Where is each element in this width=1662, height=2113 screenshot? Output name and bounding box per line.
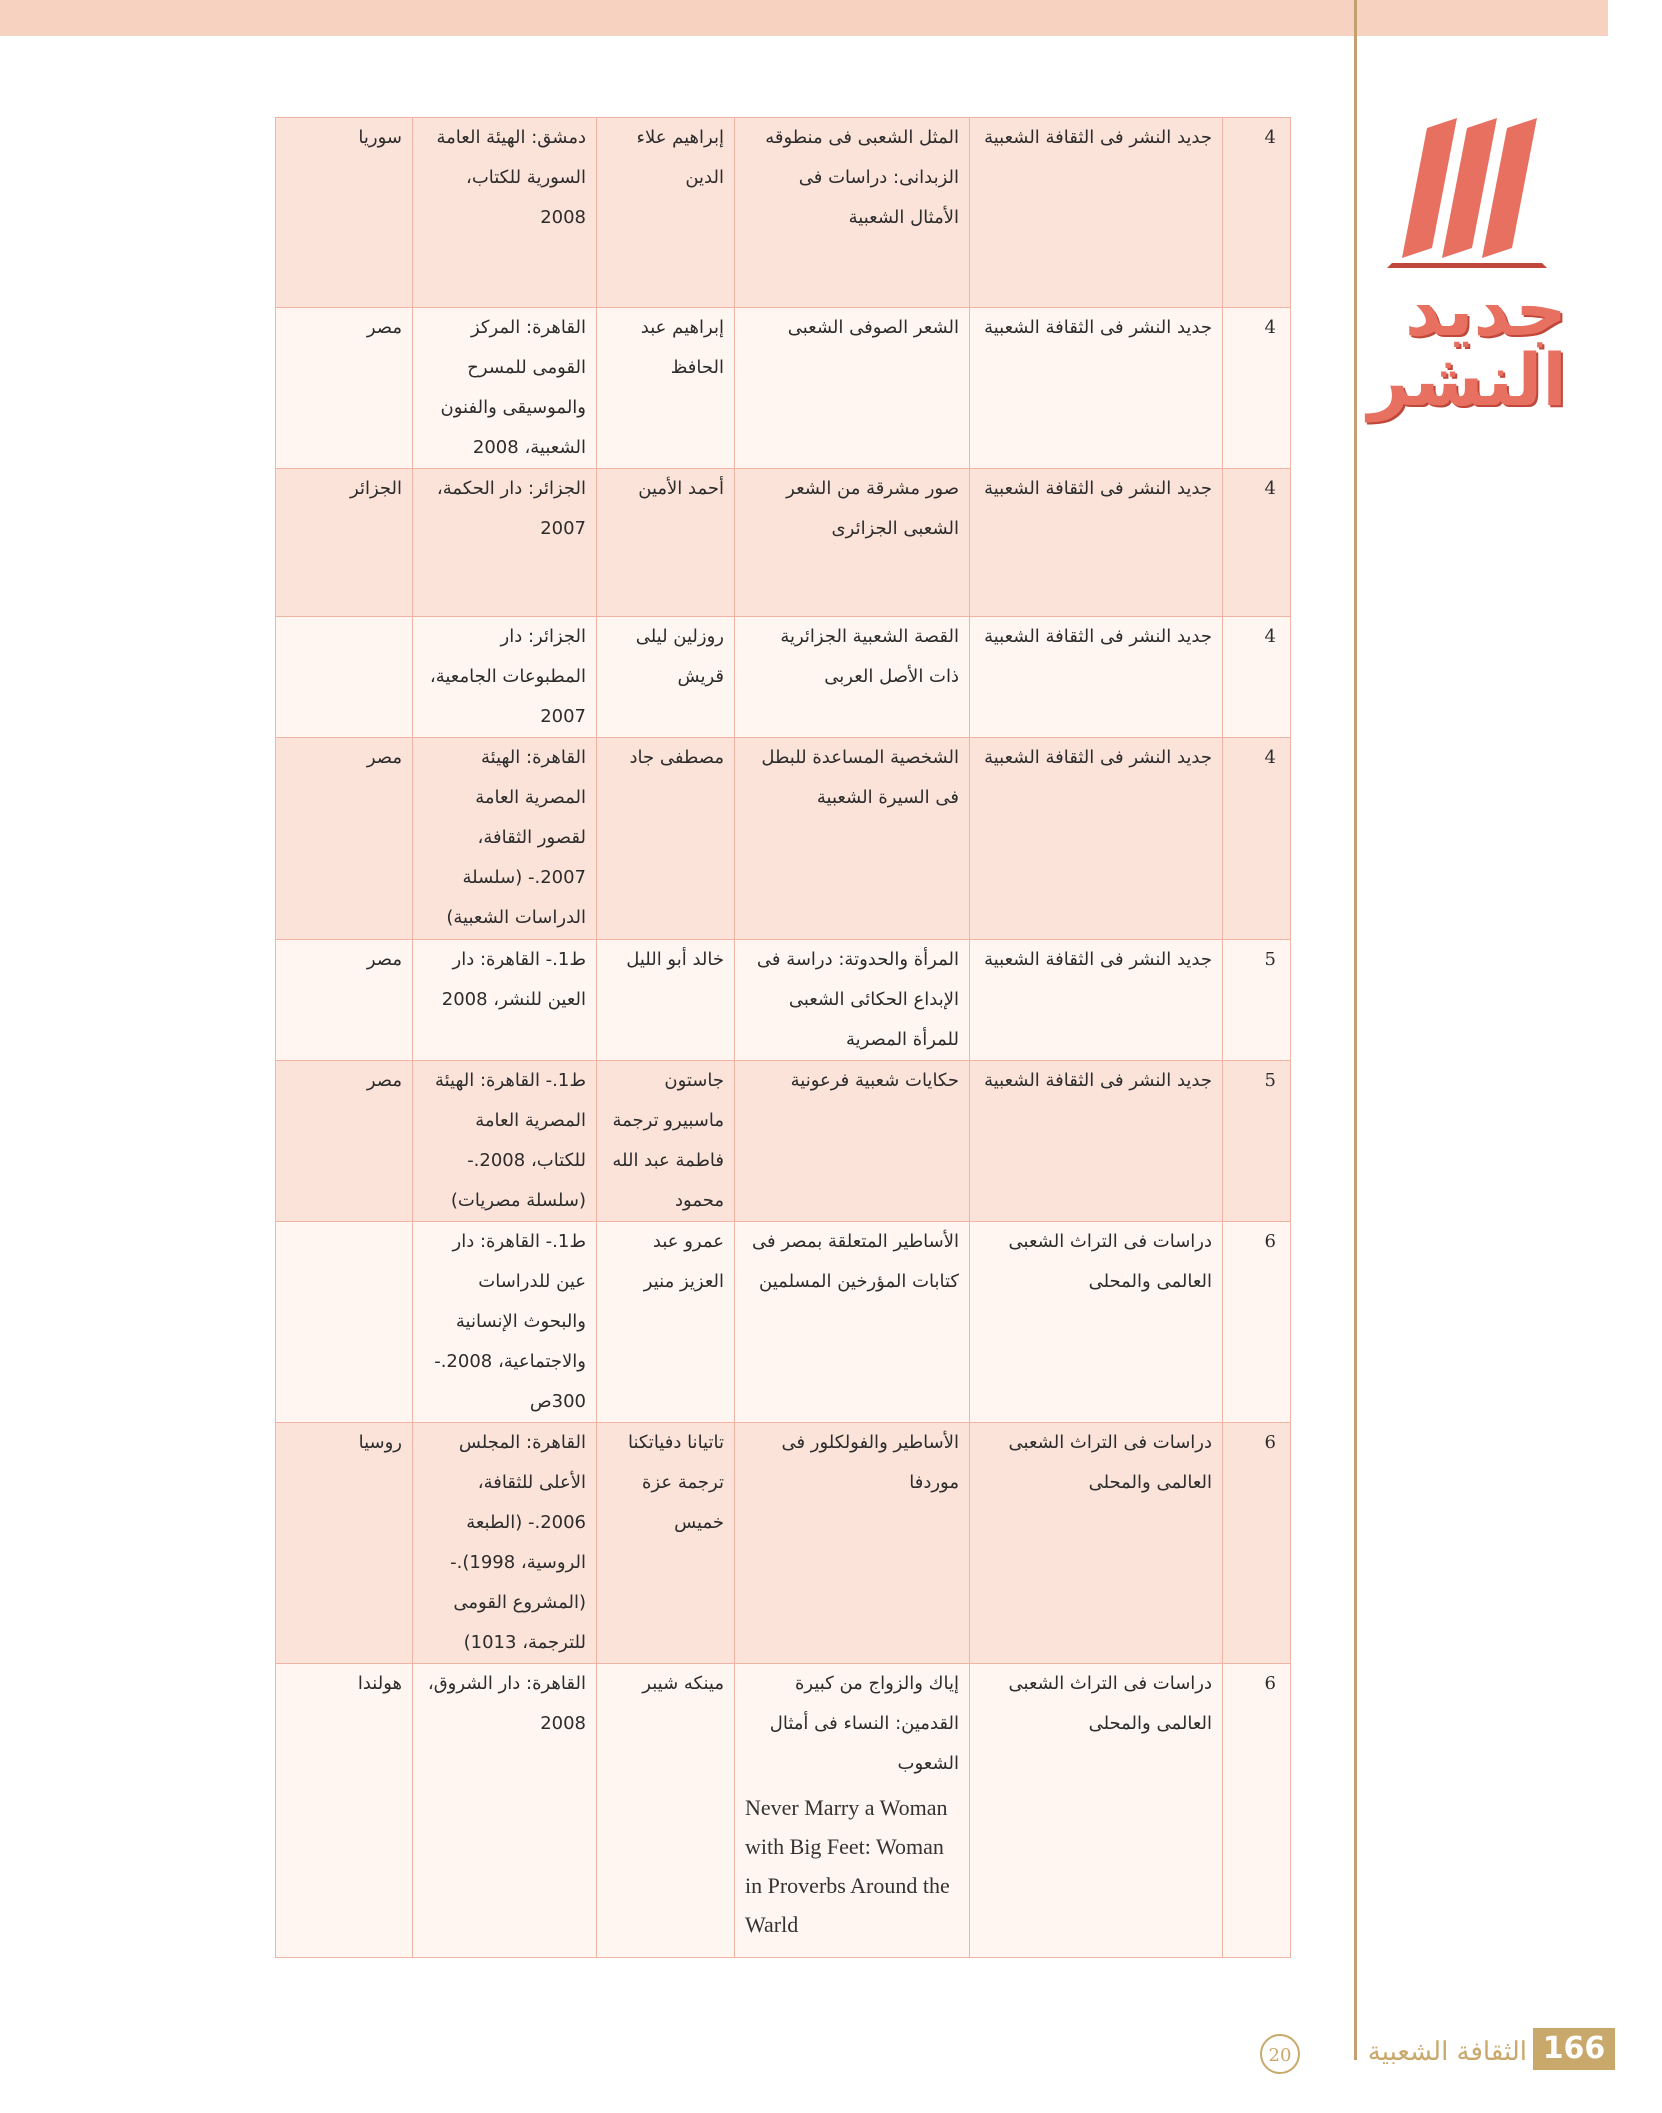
category-cell-text: جديد النشر فى الثقافة الشعبية — [984, 317, 1212, 338]
publisher-cell-text: الجزائر: دار المطبوعات الجامعية، 2007 — [429, 626, 586, 727]
publisher-cell — [413, 617, 597, 738]
publisher-cell — [413, 940, 597, 1061]
title-cell-text: المرأة والحدوتة: دراسة فى الإبداع الحكائى الشعبى للمرأة المصرية — [756, 949, 959, 1050]
category-cell-text: جديد النشر فى الثقافة الشعبية — [984, 747, 1212, 768]
author-cell — [597, 118, 735, 308]
country-cell — [276, 1664, 413, 1958]
author-cell-text: مينكه شيبر — [642, 1673, 724, 1694]
publisher-cell — [413, 1222, 597, 1423]
category-cell — [970, 1222, 1223, 1423]
author-cell — [597, 617, 735, 738]
category-cell-text: جديد النشر فى الثقافة الشعبية — [984, 626, 1212, 647]
table-row — [276, 308, 1291, 469]
table-row — [276, 1061, 1291, 1222]
magazine-title: الثقافة الشعبية — [1367, 2037, 1527, 2067]
country-cell — [276, 940, 413, 1061]
title-cell — [735, 1222, 970, 1423]
author-cell — [597, 1222, 735, 1423]
row-number — [1223, 738, 1291, 940]
title-cell — [735, 738, 970, 940]
title-cell — [735, 617, 970, 738]
title-cell-text: الشعر الصوفى الشعبى — [787, 317, 959, 338]
english-title: Never Marry a Woman with Big Feet: Woman in Proverbs Around the Warld — [745, 1795, 950, 1937]
title-cell-text: المثل الشعبى فى منطوقه الزبدانى: دراسات فى الأمثال الشعبية — [765, 127, 959, 228]
category-cell — [970, 940, 1223, 1061]
publications-table — [275, 117, 1291, 1958]
country-cell — [276, 1222, 413, 1423]
publisher-cell-text: دمشق: الهيئة العامة السورية للكتاب، 2008 — [436, 127, 586, 228]
country-cell-text: سوريا — [358, 127, 402, 148]
publisher-cell-text: القاهرة: الهيئة المصرية العامة لقصور الثقافة، 2007.- (سلسلة الدراسات الشعبية) — [446, 747, 586, 928]
country-cell-text: مصر — [366, 747, 402, 768]
country-cell-text: روسيا — [358, 1432, 402, 1453]
row-number — [1223, 308, 1291, 469]
author-cell-text: عمرو عبد العزيز منير — [643, 1231, 724, 1292]
author-cell — [597, 1664, 735, 1958]
row-number — [1223, 617, 1291, 738]
title-cell-text: إياك والزواج من كبيرة القدمين: النساء فى أمثال الشعوب — [769, 1673, 959, 1774]
title-cell-text: الأساطير المتعلقة بمصر فى كتابات المؤرخين المسلمين — [752, 1231, 959, 1292]
row-number-text: 4 — [1264, 747, 1276, 768]
title-cell-text: القصة الشعبية الجزائرية ذات الأصل العربى — [780, 626, 959, 687]
title-cell — [735, 1664, 970, 1958]
title-cell — [735, 940, 970, 1061]
category-cell-text: جديد النشر فى الثقافة الشعبية — [984, 949, 1212, 970]
publisher-cell — [413, 1664, 597, 1958]
category-cell-text: دراسات فى التراث الشعبى العالمى والمحلى — [1008, 1673, 1212, 1734]
author-cell-text: إبراهيم عبد الحافظ — [640, 317, 724, 378]
country-cell — [276, 469, 413, 617]
row-number-text: 6 — [1264, 1673, 1276, 1694]
table-row — [276, 940, 1291, 1061]
author-cell-text: روزلين ليلى قريش — [635, 626, 724, 687]
publisher-cell — [413, 1061, 597, 1222]
table-row — [276, 1664, 1291, 1958]
row-number — [1223, 1061, 1291, 1222]
author-cell — [597, 469, 735, 617]
section-logo — [1367, 118, 1567, 428]
publisher-cell-text: ط1.- القاهرة: دار العين للنشر، 2008 — [441, 949, 586, 1010]
category-cell-text: جديد النشر فى الثقافة الشعبية — [984, 478, 1212, 499]
row-number-text: 4 — [1264, 127, 1276, 148]
top-color-band — [0, 0, 1608, 36]
page-number: 166 — [1533, 2028, 1615, 2070]
category-cell-text: جديد النشر فى الثقافة الشعبية — [984, 1070, 1212, 1091]
category-cell-text: دراسات فى التراث الشعبى العالمى والمحلى — [1008, 1231, 1212, 1292]
author-cell-text: إبراهيم علاء الدين — [636, 127, 724, 188]
author-cell-text: مصطفى جاد — [629, 747, 724, 768]
publisher-cell — [413, 738, 597, 940]
category-cell-text: جديد النشر فى الثقافة الشعبية — [984, 127, 1212, 148]
country-cell-text: الجزائر — [350, 478, 402, 499]
category-cell-text: دراسات فى التراث الشعبى العالمى والمحلى — [1008, 1432, 1212, 1493]
row-number-text: 5 — [1264, 1070, 1276, 1091]
row-number-text: 6 — [1264, 1432, 1276, 1453]
table-row — [276, 1423, 1291, 1664]
country-cell-text: مصر — [366, 1070, 402, 1091]
row-number — [1223, 940, 1291, 1061]
country-cell-text: مصر — [366, 949, 402, 970]
country-cell — [276, 308, 413, 469]
row-number-text: 6 — [1264, 1231, 1276, 1252]
logo-word-1: جديد — [1404, 268, 1567, 352]
row-number-text: 4 — [1264, 626, 1276, 647]
title-cell — [735, 118, 970, 308]
title-cell-text: صور مشرقة من الشعر الشعبى الجزائرى — [786, 478, 959, 539]
country-cell — [276, 617, 413, 738]
vertical-divider — [1354, 0, 1357, 2060]
author-cell-text: أحمد الأمين — [638, 478, 724, 499]
category-cell — [970, 308, 1223, 469]
country-cell — [276, 118, 413, 308]
publisher-cell-text: ط1.- القاهرة: دار عين للدراسات والبحوث الإنسانية والاجتماعية، 2008.- 300ص — [434, 1231, 586, 1412]
category-cell — [970, 738, 1223, 940]
row-number-text: 4 — [1264, 478, 1276, 499]
country-cell — [276, 1061, 413, 1222]
publisher-cell — [413, 469, 597, 617]
publisher-cell-text: القاهرة: المركز القومى للمسرح والموسيقى والفنون الشعبية، 2008 — [440, 317, 586, 458]
row-number — [1223, 1423, 1291, 1664]
publisher-cell-text: الجزائر: دار الحكمة، 2007 — [436, 478, 586, 539]
country-cell-text: هولندا — [357, 1673, 402, 1694]
title-cell — [735, 308, 970, 469]
row-number — [1223, 469, 1291, 617]
category-cell — [970, 1061, 1223, 1222]
author-cell-text: خالد أبو الليل — [626, 949, 724, 970]
category-cell — [970, 617, 1223, 738]
category-cell — [970, 1664, 1223, 1958]
author-cell — [597, 738, 735, 940]
logo-word-2: النشر — [1367, 338, 1567, 422]
book-icon — [1382, 118, 1552, 268]
row-number-text: 5 — [1264, 949, 1276, 970]
author-cell-text: جاستون ماسبيرو ترجمة فاطمة عبد الله محمود — [612, 1070, 724, 1211]
row-number — [1223, 1222, 1291, 1423]
country-cell — [276, 1423, 413, 1664]
title-cell-text: الأساطير والفولكلور فى موردفا — [781, 1432, 959, 1493]
author-cell — [597, 1061, 735, 1222]
row-number-text: 4 — [1264, 317, 1276, 338]
country-cell — [276, 738, 413, 940]
category-cell — [970, 1423, 1223, 1664]
table-row — [276, 118, 1291, 308]
title-cell — [735, 1423, 970, 1664]
author-cell — [597, 308, 735, 469]
title-cell — [735, 1061, 970, 1222]
category-cell — [970, 118, 1223, 308]
row-number — [1223, 118, 1291, 308]
country-cell-text: مصر — [366, 317, 402, 338]
publisher-cell-text: القاهرة: المجلس الأعلى للثقافة، 2006.- (الطبعة الروسية، 1998).- (المشروع القومى للترجمة، 1013) — [450, 1432, 586, 1653]
issue-badge: 20 — [1260, 2034, 1300, 2074]
title-cell-text: الشخصية المساعدة للبطل فى السيرة الشعبية — [761, 747, 959, 808]
author-cell — [597, 940, 735, 1061]
row-number — [1223, 1664, 1291, 1958]
table-row — [276, 1222, 1291, 1423]
author-cell-text: تاتيانا دفياتكنا ترجمة عزة خميس — [627, 1432, 724, 1533]
page-footer — [1260, 2028, 1615, 2080]
category-cell — [970, 469, 1223, 617]
table-row — [276, 617, 1291, 738]
title-cell — [735, 469, 970, 617]
publisher-cell-text: القاهرة: دار الشروق، 2008 — [427, 1673, 586, 1734]
table-row — [276, 738, 1291, 940]
title-cell-text: حكايات شعبية فرعونية — [790, 1070, 959, 1091]
publisher-cell — [413, 308, 597, 469]
publisher-cell — [413, 1423, 597, 1664]
publisher-cell — [413, 118, 597, 308]
table-row — [276, 469, 1291, 617]
publisher-cell-text: ط1.- القاهرة: الهيئة المصرية العامة للكتاب، 2008.- (سلسلة مصريات) — [434, 1070, 586, 1211]
author-cell — [597, 1423, 735, 1664]
